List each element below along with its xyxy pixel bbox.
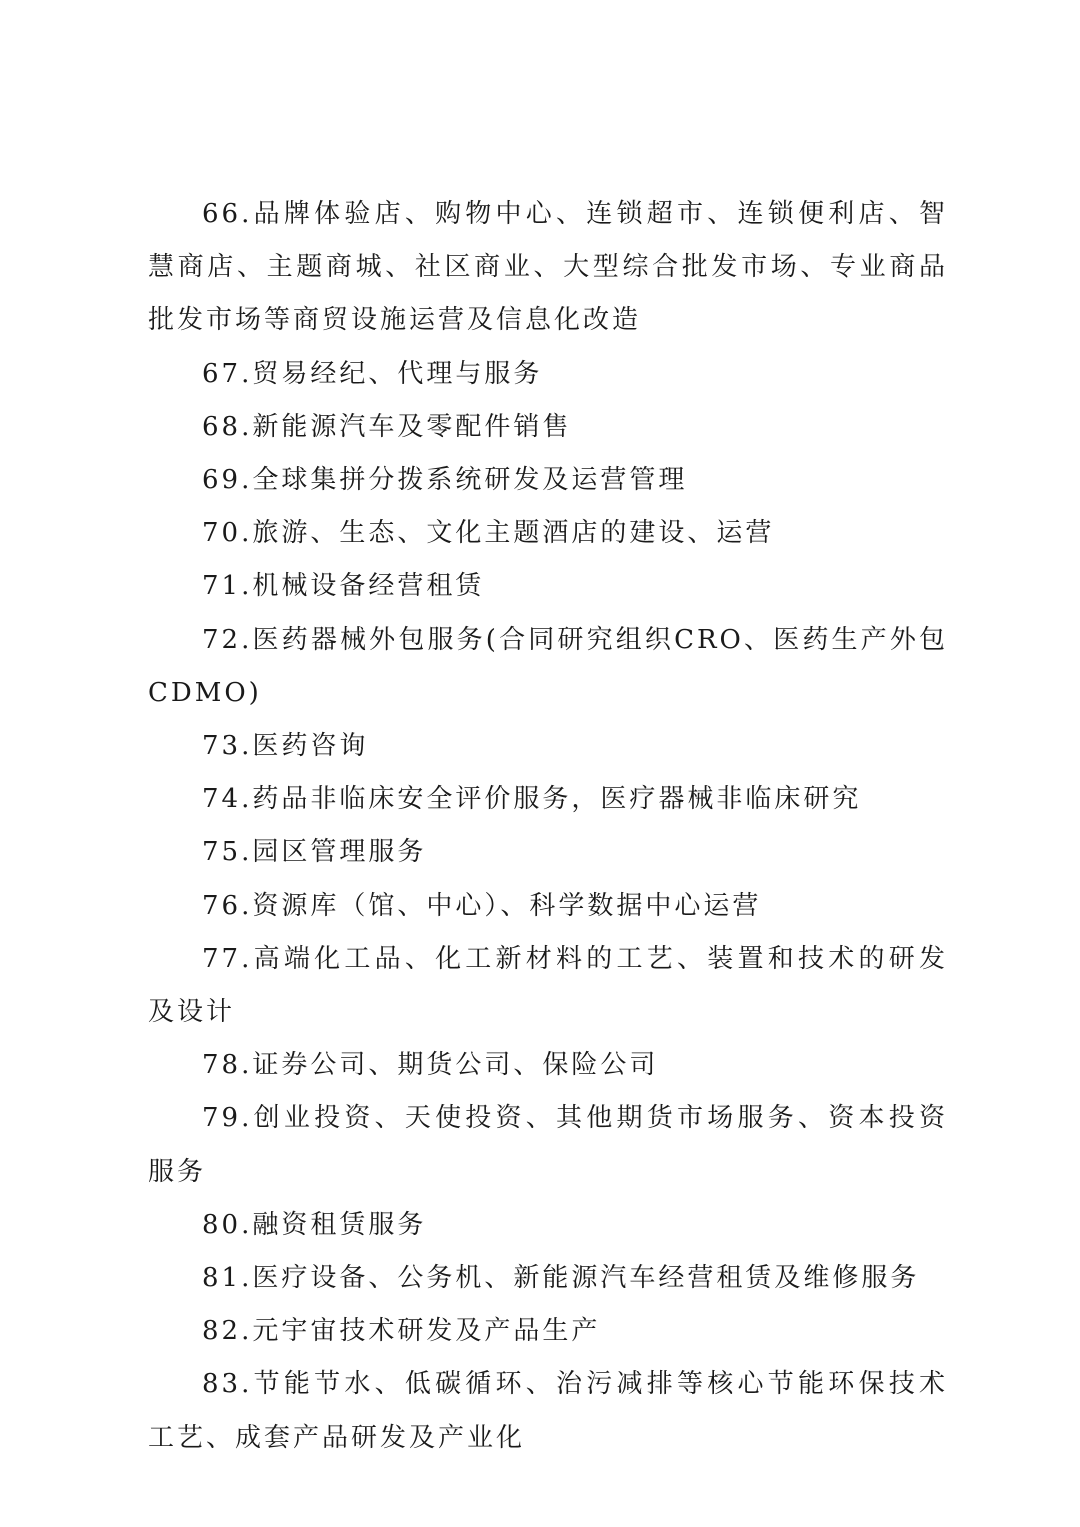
list-item-72: 72.医药器械外包服务(合同研究组织CRO、医药生产外包CDMO) bbox=[148, 624, 948, 708]
list-item-70: 70.旅游、生态、文化主题酒店的建设、运营 bbox=[202, 518, 775, 549]
list-item-83: 83.节能节水、低碳循环、治污减排等核心节能环保技术工艺、成套产品研发及产业化 bbox=[148, 1369, 948, 1453]
list-item-71: 71.机械设备经营租赁 bbox=[202, 571, 485, 602]
list-item-68: 68.新能源汽车及零配件销售 bbox=[202, 411, 572, 442]
list-item-79: 79.创业投资、天使投资、其他期货市场服务、资本投资服务 bbox=[148, 1103, 948, 1187]
list-item-75: 75.园区管理服务 bbox=[202, 837, 427, 868]
list-item-76: 76.资源库（馆、中心）、科学数据中心运营 bbox=[202, 890, 762, 921]
list-item-66: 66.品牌体验店、购物中心、连锁超市、连锁便利店、智慧商店、主题商城、社区商业、大型综合批发市场、专业商品批发市场等商贸设施运营及信息化改造 bbox=[148, 199, 948, 336]
list-item-82: 82.元宇宙技术研发及产品生产 bbox=[202, 1316, 601, 1347]
document-body bbox=[148, 188, 948, 1465]
list-item-80: 80.融资租赁服务 bbox=[202, 1209, 427, 1240]
list-item-69: 69.全球集拼分拨系统研发及运营管理 bbox=[202, 465, 688, 496]
list-item-77: 77.高端化工品、化工新材料的工艺、装置和技术的研发及设计 bbox=[148, 943, 948, 1028]
list-item-74: 74.药品非临床安全评价服务，医疗器械非临床研究 bbox=[202, 784, 862, 815]
list-item-78: 78.证券公司、期货公司、保险公司 bbox=[202, 1050, 659, 1081]
list-item-67: 67.贸易经纪、代理与服务 bbox=[202, 358, 543, 389]
list-item-81: 81.医疗设备、公务机、新能源汽车经营租赁及维修服务 bbox=[202, 1263, 920, 1294]
list-item-73: 73.医药咨询 bbox=[202, 731, 369, 762]
